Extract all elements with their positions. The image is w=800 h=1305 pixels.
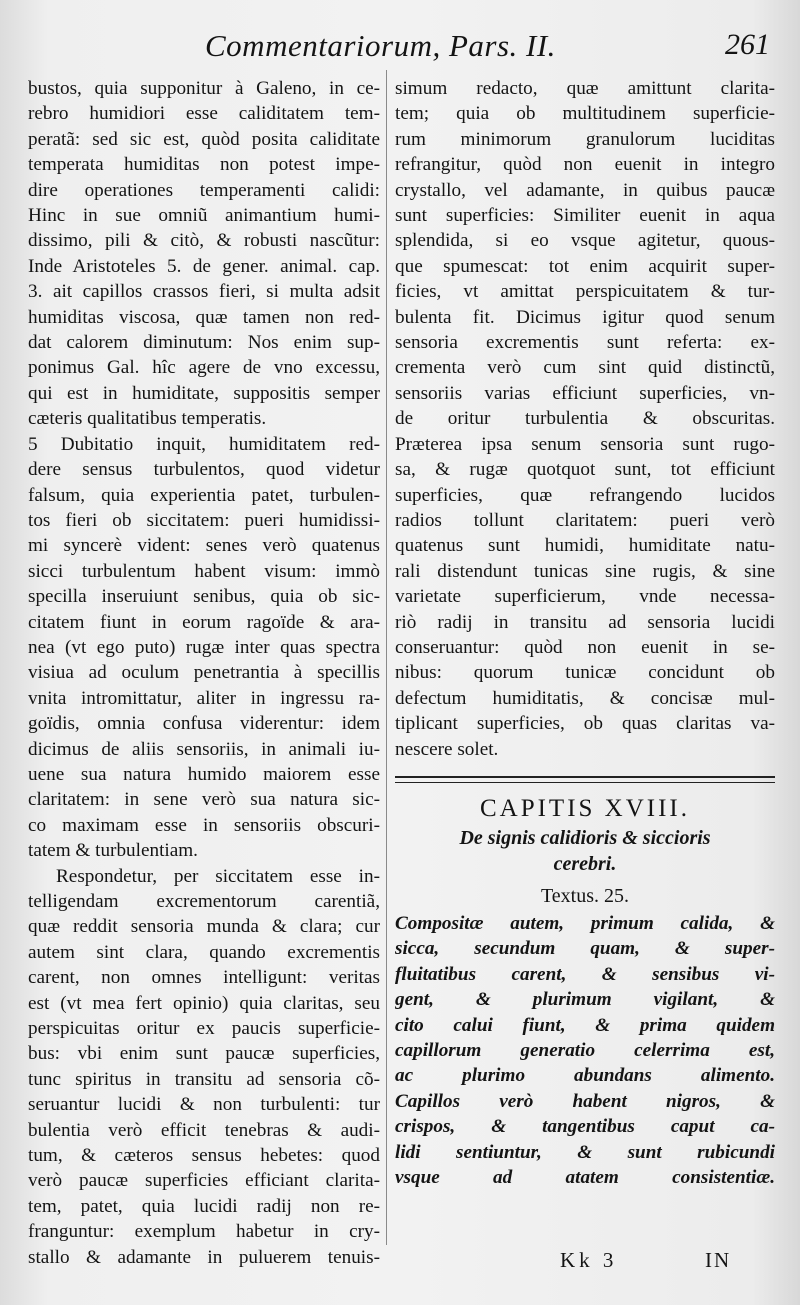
- column-divider: [386, 70, 387, 1245]
- text-line: quæ reddit sensoria munda & clara; cur: [28, 916, 380, 938]
- text-line: carent, non omnes intelligunt: veritas: [28, 967, 380, 989]
- text-line: ficies, vt amittat perspicuitatem & tur-: [395, 281, 775, 303]
- text-line: nibus: quorum tunicæ concidunt ob: [395, 662, 775, 684]
- quoted-text-line: cito calui fiunt, & prima quidem: [395, 1014, 775, 1036]
- text-line: dicimus de aliis sensoriis, in animali iu-: [28, 738, 380, 760]
- text-line: refrangitur, quòd non euenit in integro: [395, 154, 775, 176]
- signature-mark: Kk 3: [560, 1248, 618, 1272]
- text-line: co maximam esse in sensoriis obscuri-: [28, 814, 380, 836]
- left-column: [28, 76, 380, 1270]
- text-line: peratã: sed sic est, quòd posita caliditate: [28, 128, 380, 150]
- text-line: varietate superficierum, vnde necessa-: [395, 586, 775, 608]
- text-line: rebro humidiori esse caliditatem tem-: [28, 103, 380, 125]
- quoted-text-line: sicca, secundum quam, & super-: [395, 938, 775, 960]
- text-line: autem sint clara, quando excrementis: [28, 941, 380, 963]
- text-line: est (vt mea fert opinio) quia claritas, seu: [28, 992, 380, 1014]
- text-line: crystallo, vel adamante, in quibus paucæ: [395, 179, 775, 201]
- text-line: conseruantur: quòd non euenit in se-: [395, 636, 775, 658]
- text-line: qui est in humiditate, suppositis semper: [28, 382, 380, 404]
- text-line: quatenus sunt humidi, humiditate natu-: [395, 535, 775, 557]
- text-line: dissimo, pili & citò, & robusti nascũtur:: [28, 230, 380, 252]
- text-line: tiplicant superficies, ob quas claritas va-: [395, 713, 775, 735]
- text-line: tos fieri ob siccitatem: pueri humidissi-: [28, 509, 380, 531]
- text-line: splendida, si eo vsque agitetur, quous-: [395, 230, 775, 252]
- quoted-text-line: Capillos verò habent nigros, &: [395, 1090, 775, 1112]
- text-line: rali distendunt tunicas sine rugis, & sine: [395, 560, 775, 582]
- text-line: Præterea ipsa senum sensoria sunt rugo-: [395, 433, 775, 455]
- text-line: sunt superficies: Similiter euenit in aqua: [395, 205, 775, 227]
- text-line: tum, & cæteros sensus hebetes: quod: [28, 1145, 380, 1167]
- text-line: mi syncerè vident: senes verò quatenus: [28, 535, 380, 557]
- text-line: radios tollunt claritatem: pueri verò: [395, 509, 775, 531]
- text-line: que spumescat: tot enim acquirit super-: [395, 255, 775, 277]
- page-number: 261: [725, 28, 770, 61]
- section-rule: [395, 776, 775, 783]
- text-line: bus: vbi enim sunt paucæ superficies,: [28, 1043, 380, 1065]
- text-line: Respondetur, per siccitatem esse in-: [56, 865, 380, 887]
- text-line: Hinc in sue omniũ animantium humi-: [28, 205, 380, 227]
- text-line: bustos, quia supponitur à Galeno, in ce-: [28, 78, 380, 99]
- chapter-subtitle: cerebri.: [553, 852, 617, 875]
- text-line: cæteris qualitatibus temperatis.: [28, 408, 267, 430]
- quoted-text-line: capillorum generatio celerrima est,: [395, 1040, 775, 1061]
- text-line: ponimus Gal. hîc agere de vno excessu,: [28, 357, 380, 379]
- text-line: dere sensus turbulentos, quod videtur: [28, 459, 380, 481]
- text-line: claritatem: in sene verò sua natura sic-: [28, 789, 380, 811]
- text-line: humiditas viscosa, quæ tamen non red-: [28, 306, 380, 328]
- text-line: seruantur lucidi & non turbulenti: tur: [28, 1094, 380, 1116]
- text-line: verò paucæ superficies efficiant clarita-: [28, 1170, 380, 1192]
- text-line: franguntur: exemplum habetur in cry-: [28, 1221, 380, 1243]
- text-line: vnita intromittatur, aliter in ingressu ra-: [28, 687, 380, 709]
- text-line: 3. ait capillos crassos fieri, si multa adsit: [28, 281, 380, 303]
- text-line: stallo & adamante in puluerem tenuis-: [28, 1246, 380, 1268]
- quoted-text-line: Compositæ autem, primum calida, &: [395, 912, 775, 934]
- catchword: IN: [705, 1248, 732, 1272]
- text-line: uene sua natura humido maiorem esse: [28, 763, 380, 785]
- quoted-text-line: crispos, & tangentibus caput ca-: [395, 1116, 775, 1138]
- text-line: nescere solet.: [395, 738, 499, 760]
- text-line: tunc spiritus in transitu ad sensoria cõ-: [28, 1068, 380, 1090]
- text-line: temperata humiditas non potest impe-: [28, 154, 380, 176]
- text-line: Inde Aristoteles 5. de gener. animal. cap.: [28, 255, 380, 277]
- text-line: defectum humiditatis, & concisæ mul-: [395, 687, 775, 709]
- page-header: [0, 28, 800, 74]
- text-line: falsum, quia experientia patet, turbulen-: [28, 484, 380, 506]
- text-line: specilla inseruiunt senibus, quia ob sic-: [28, 586, 380, 608]
- text-line: sensoriis varias efficiunt superficies, vn-: [395, 382, 775, 404]
- quoted-text-line: fluitatibus carent, & sensibus vi-: [395, 963, 775, 985]
- text-line: de oritur turbulentia & obscuritas.: [395, 408, 775, 430]
- right-column: [395, 76, 775, 1190]
- text-line: tem; quia ob multitudinem superficie-: [395, 103, 775, 125]
- quoted-text-line: gent, & plurimum vigilant, &: [395, 989, 775, 1011]
- text-line: citatem fiunt in eorum ragoïde & ara-: [28, 611, 380, 633]
- chapter-heading: CAPITIS XVIII.: [479, 794, 691, 822]
- text-line: tatem & turbulentiam.: [28, 840, 198, 862]
- text-line: nea (vt ego puto) rugæ inter quas spectra: [28, 636, 380, 658]
- text-label: Textus. 25.: [540, 884, 630, 907]
- text-line: 5 Dubitatio inquit, humiditatem red-: [28, 433, 380, 455]
- text-line: sa, & rugæ quotquot sunt, tot efficiunt: [395, 459, 775, 481]
- text-line: rum minimorum granulorum luciditas: [395, 128, 775, 150]
- chapter-subtitle: De signis calidioris & siccioris: [459, 826, 711, 849]
- text-line: goïdis, omnia confusa viderentur: idem: [28, 713, 380, 735]
- text-line: telligendam excrementorum carentiã,: [28, 891, 380, 912]
- text-line: crementa verò cum sint quid distinctũ,: [395, 357, 775, 379]
- quoted-text-line: ac plurimo abundans alimento.: [395, 1065, 775, 1087]
- text-line: simum redacto, quæ amittunt clarita-: [395, 78, 775, 99]
- text-line: bulenta fit. Dicimus igitur quod senum: [395, 306, 775, 328]
- text-line: dat calorem diminutum: Nos enim sup-: [28, 332, 380, 354]
- quoted-text-line: lidi sentiuntur, & sunt rubicundi: [395, 1141, 775, 1163]
- text-line: tem, patet, quia lucidi radij non re-: [28, 1195, 380, 1217]
- text-line: riò radij in transitu ad sensoria lucidi: [395, 611, 775, 633]
- text-line: perspicuitas oritur ex paucis superficie-: [28, 1018, 380, 1040]
- text-line: sensoria excrementis sunt referta: ex-: [395, 332, 775, 354]
- text-line: visiua ad oculum penetrantia à specillis: [28, 662, 380, 684]
- text-line: superficies, quæ refrangendo lucidos: [395, 484, 775, 506]
- quoted-text-line: vsque ad atatem consistentiæ.: [395, 1167, 775, 1189]
- text-line: sicci turbulentum habent visum: immò: [28, 560, 380, 582]
- text-line: bulentia verò efficit tenebras & audi-: [28, 1119, 380, 1141]
- running-title: Commentariorum, Pars. II.: [205, 28, 556, 63]
- text-line: dire operationes temperamenti calidi:: [28, 179, 380, 201]
